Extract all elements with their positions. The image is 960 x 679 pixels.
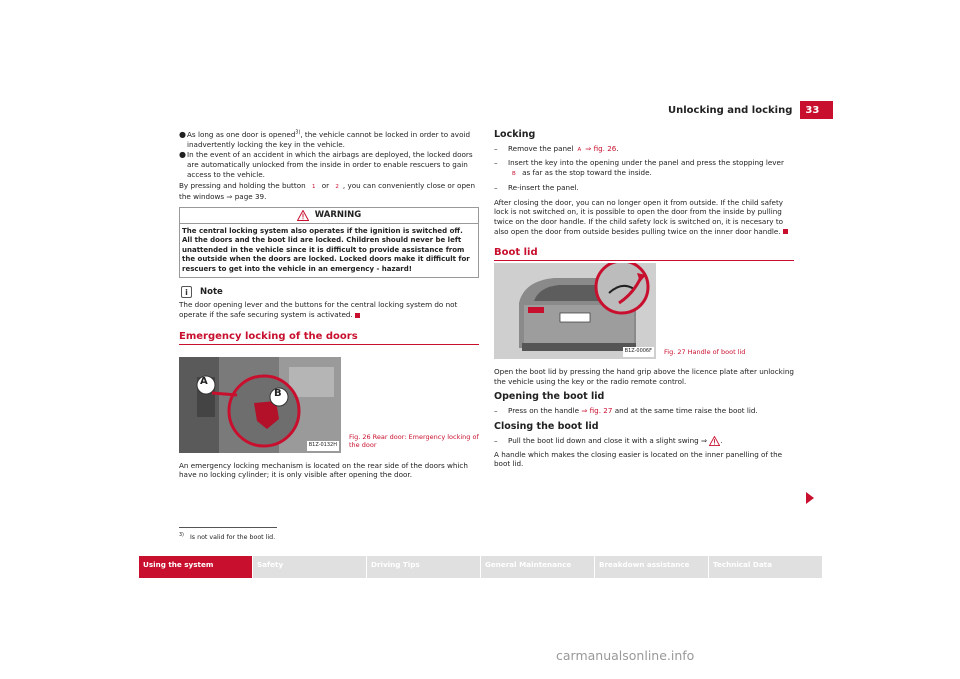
fig26-code: B1Z-0132H xyxy=(307,441,339,451)
end-mark-icon xyxy=(355,313,360,318)
warning-triangle-icon[interactable] xyxy=(709,436,720,446)
step-item: – Re-insert the panel. xyxy=(494,182,579,192)
page-header xyxy=(668,101,833,119)
section-boot-lid: Boot lid xyxy=(494,248,794,261)
step-item: – Insert the key into the opening under the panel and press the stopping leverB as far as the stop toward the inside. xyxy=(494,158,794,179)
watermark: carmanualsonline.info xyxy=(556,648,695,663)
tab-technical-data[interactable]: Technical Data xyxy=(709,556,822,578)
door-illustration xyxy=(179,357,341,453)
section-emergency-locking: Emergency locking of the doors xyxy=(179,332,479,345)
bullet-icon: ● xyxy=(179,130,186,139)
page-title: Unlocking and locking xyxy=(668,104,793,116)
footnote: $^{3)}$ Is not valid for the boot lid. xyxy=(179,532,276,541)
warning-text: The central locking system also operates if the ignition is switched off. All the doors and the boot lid are locked. Children should never be left unattended in the vehicle since it is difficult to provide assistance from the outside when the doors are locked. Locked doors make it difficult for rescuers to get into the vehicle in an emergency - hazard! xyxy=(182,226,470,273)
opening-boot-heading: Opening the boot lid xyxy=(494,391,605,403)
ref-arrow-icon: ⇒ xyxy=(581,406,588,416)
boot-lid-image xyxy=(494,263,656,359)
child-lock-text: After closing the door, you can no longer open it from outside. If the child safety lock is not switched on, it is possible to open the door from the inside by pulling twice on the door handle. If the child safety lock is switched on, it is necesary to also open the door from outside besides pulling twice on the inner door handle. xyxy=(494,198,794,237)
end-mark-icon xyxy=(783,229,788,234)
step-item: – Pull the boot lid down and close it with a slight swing ⇒ . xyxy=(494,435,723,445)
fig26-caption: Fig. 26 Rear door: Emergency locking of the door xyxy=(349,432,479,450)
tab-general-maintenance[interactable]: General Maintenance xyxy=(481,556,594,578)
page-39-link[interactable]: page 39. xyxy=(234,192,267,202)
step-item: – Press on the handle ⇒ fig. 27 and at the same time raise the boot lid. xyxy=(494,406,758,416)
bullet-item: ● As long as one door is opened$^{3)}$, the vehicle cannot be locked in order to avoid inadvertently locking the key in the vehicle. xyxy=(179,130,471,149)
ref-arrow-icon: ⇒ xyxy=(226,192,233,202)
locking-heading: Locking xyxy=(494,129,536,140)
tab-breakdown-assistance[interactable]: Breakdown assistance xyxy=(595,556,708,578)
footnote-mark: 3) xyxy=(295,130,301,136)
tab-using-the-system[interactable]: Using the system xyxy=(139,556,252,578)
note-title: Note xyxy=(200,286,223,297)
emergency-lock-image xyxy=(179,357,341,453)
handle-text: A handle which makes the closing easier is located on the inner panelling of the boot lid. xyxy=(494,449,783,469)
figure-27 xyxy=(494,263,794,359)
ref-arrow-icon: ⇒ xyxy=(701,435,708,445)
closing-boot-heading: Closing the boot lid xyxy=(494,420,599,432)
car-rear-illustration xyxy=(494,263,656,359)
lever-b-label: B xyxy=(512,171,516,178)
fig26-label-a: A xyxy=(200,375,208,387)
fig27-caption: Fig. 27 Handle of boot lid xyxy=(664,347,746,356)
fig26-label-b: B xyxy=(274,387,282,399)
footnote-rule xyxy=(179,527,277,528)
bullet-icon: ● xyxy=(179,150,186,160)
panel-a-label: A xyxy=(577,146,582,153)
tab-safety[interactable]: Safety xyxy=(253,556,366,578)
figure-26 xyxy=(179,357,479,453)
note-header xyxy=(179,286,479,298)
note-text: The door opening lever and the buttons for the central locking system do not operate if the safe securing system is activated. xyxy=(179,300,458,320)
fig-27-link[interactable]: fig. 27 xyxy=(589,406,613,416)
warning-triangle-icon xyxy=(297,210,309,221)
note-icon: i xyxy=(181,286,192,298)
tab-driving-tips[interactable]: Driving Tips xyxy=(367,556,480,578)
page-number: 33 xyxy=(800,101,833,119)
windows-paragraph: By pressing and holding the button 1 or 2 , you can conveniently close or open the windows ⇒ page 39. xyxy=(179,180,475,202)
warning-header xyxy=(180,208,478,224)
step-item: – Remove the panel A ⇒ fig. 26. xyxy=(494,144,794,156)
emergency-text: An emergency locking mechanism is located on the rear side of the doors which have no locking cylinder; it is only visible after opening the door. xyxy=(179,460,468,480)
ref-arrow-icon: ⇒ xyxy=(585,143,592,153)
warning-box xyxy=(179,207,479,279)
key-1-label: 1 xyxy=(311,183,316,190)
fig27-code: B1Z-0006F xyxy=(623,347,654,357)
warning-title: WARNING xyxy=(314,209,362,220)
continue-arrow-icon[interactable] xyxy=(806,492,814,504)
bullet-item: ● In the event of an accident in which the airbags are deployed, the locked doors are automatically unlocked from the inside in order to enable rescuers to gain access to the vehicle. xyxy=(179,150,473,179)
chapter-tabs xyxy=(139,556,822,578)
boot-open-text: Open the boot lid by pressing the hand grip above the licence plate after unlocking the vehicle using the key or the radio remote control. xyxy=(494,367,794,386)
left-column xyxy=(179,130,479,484)
fig-26-link[interactable]: fig. 26 xyxy=(593,143,617,153)
right-column xyxy=(494,130,794,473)
key-2-label: 2 xyxy=(335,183,339,190)
